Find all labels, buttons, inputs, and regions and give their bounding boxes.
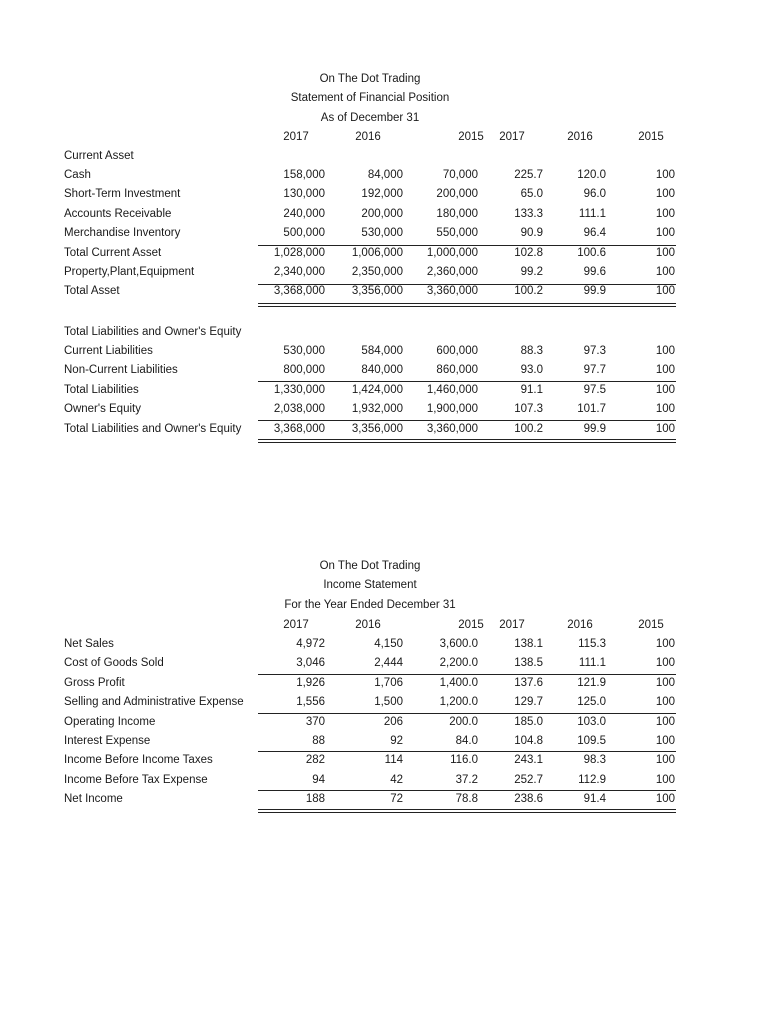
row-value: 100 [655,403,675,416]
row-value: 138.1 [514,638,543,650]
row-value: 3,356,000 [351,422,403,435]
row-value: 100 [655,169,675,181]
row-value: 2,350,000 [351,266,403,278]
row-value: 800,000 [283,364,325,377]
row-value: 600,000 [436,345,478,357]
row-label: Property,Plant,Equipment [64,266,195,278]
row-value: 112.9 [578,773,606,786]
table-row [64,693,676,712]
row-value: 1,424,000 [351,383,403,396]
row-value: 111.1 [578,657,606,670]
row-value: 65.0 [520,188,543,201]
row-value: 1,460,000 [426,383,478,396]
row-value: 70,000 [442,169,478,181]
row-value: 180,000 [436,207,478,220]
row-value: 1,932,000 [351,403,403,416]
row-value: 37.2 [455,773,478,786]
row-value: 243.1 [514,754,543,767]
row-value: 1,000,000 [426,246,478,259]
row-value: 530,000 [361,227,403,240]
row-label: Income Before Tax Expense [64,773,208,786]
row-label: Net Income [64,793,123,806]
row-value: 1,400.0 [439,676,478,689]
table-row [64,282,676,301]
row-value: 97.3 [583,345,606,357]
row-value: 92 [390,735,403,747]
row-value: 137.6 [514,676,543,689]
row-value: 584,000 [361,345,403,357]
row-label: Total Liabilities and Owner's Equity [64,422,242,435]
row-value: 100 [655,696,675,709]
row-value: 100 [655,735,675,747]
row-value: 550,000 [436,227,478,240]
row-value: 840,000 [361,364,403,377]
row-value: 103.0 [577,715,606,728]
row-label: Net Sales [64,638,114,650]
underline [258,790,676,791]
row-label: Cost of Goods Sold [64,657,164,670]
row-value: 860,000 [436,364,478,377]
row-value: 100 [655,246,675,259]
row-value: 116.0 [450,754,478,767]
row-value: 88 [312,735,325,747]
income-statement-year-header [64,616,676,635]
row-value: 192,000 [361,188,403,201]
row-value: 1,556 [296,696,325,709]
year-col-5: 2015 [638,619,664,631]
double-underline [258,303,676,307]
row-value: 200,000 [436,188,478,201]
row-value: 100 [655,422,675,435]
row-value: 93.0 [520,364,543,377]
row-value: 370 [305,715,325,728]
row-value: 100 [655,285,675,298]
underline [258,381,676,382]
row-value: 1,028,000 [273,246,325,259]
balance-sheet-title-line: As of December 31 [320,111,420,124]
row-value: 97.7 [583,364,606,377]
row-value: 100 [655,793,675,806]
income-statement-title-line: Income Statement [323,579,417,592]
row-value: 100 [655,754,675,767]
row-value: 206 [383,715,403,728]
row-value: 200,000 [361,207,403,220]
row-value: 94 [312,773,325,786]
row-value: 282 [305,754,325,767]
section-heading [64,323,676,342]
row-value: 3,368,000 [273,285,325,298]
table-row [64,342,676,361]
row-value: 115.3 [578,638,606,650]
row-value: 99.9 [583,285,606,298]
row-value: 100 [655,188,675,201]
row-value: 130,000 [283,188,325,201]
row-value: 100.2 [514,422,543,435]
table-row [64,185,676,204]
row-value: 72 [390,793,403,806]
row-label: Total Asset [64,285,120,298]
row-value: 1,200.0 [439,696,478,709]
row-value: 125.0 [577,696,606,709]
table-row [64,751,676,770]
row-value: 1,330,000 [273,383,325,396]
row-value: 109.5 [577,735,606,747]
row-value: 104.8 [514,735,543,747]
year-col-0: 2017 [283,619,309,631]
underline [258,713,676,714]
row-value: 90.9 [520,227,543,240]
row-value: 530,000 [283,345,325,357]
row-value: 133.3 [514,207,543,220]
row-value: 78.8 [455,793,478,806]
row-value: 100.6 [577,246,606,259]
row-value: 99.6 [583,266,606,278]
year-col-5: 2015 [638,131,664,143]
row-value: 91.4 [583,793,606,806]
year-col-1: 2016 [355,131,381,143]
row-label: Total Current Asset [64,246,162,259]
table-row [64,400,676,419]
row-value: 96.4 [583,227,606,240]
row-value: 100 [655,364,675,377]
table-row [64,224,676,243]
year-col-2: 2015 [458,619,484,631]
table-row [64,732,676,751]
row-label: Operating Income [64,715,156,728]
row-value: 84,000 [367,169,403,181]
row-value: 3,360,000 [426,285,478,298]
row-value: 99.2 [520,266,543,278]
income-statement-title-line: On The Dot Trading [319,560,421,572]
double-underline [258,809,676,813]
row-value: 129.7 [514,696,543,709]
row-value: 102.8 [514,246,543,259]
row-value: 100 [655,773,675,786]
row-value: 100 [655,266,675,278]
row-value: 3,368,000 [273,422,325,435]
year-col-4: 2016 [567,619,593,631]
row-value: 185.0 [514,715,543,728]
underline [258,751,676,752]
table-row [64,381,676,400]
row-value: 4,150 [374,638,403,650]
row-value: 1,500 [374,696,403,709]
section-heading [64,147,676,166]
row-value: 3,356,000 [351,285,403,298]
double-underline [258,439,676,443]
row-value: 111.1 [578,207,606,220]
row-value: 98.3 [583,754,606,767]
underline [258,284,676,285]
section-heading-label: Total Liabilities and Owner's Equity [64,326,242,338]
row-label: Owner's Equity [64,403,141,416]
row-value: 121.9 [577,676,606,689]
row-value: 97.5 [583,383,606,396]
underline [258,420,676,421]
row-label: Total Liabilities [64,383,139,396]
row-value: 100 [655,345,675,357]
row-value: 42 [390,773,403,786]
row-value: 100.2 [514,285,543,298]
row-value: 1,706 [374,676,403,689]
row-value: 2,200.0 [439,657,478,670]
table-row [64,654,676,673]
underline [258,674,676,675]
table-row [64,166,676,185]
row-value: 88.3 [520,345,543,357]
row-label: Non-Current Liabilities [64,364,178,377]
row-value: 240,000 [283,207,325,220]
row-value: 114 [384,754,403,767]
table-row [64,361,676,380]
row-value: 100 [655,383,675,396]
table-row [64,771,676,790]
row-value: 2,340,000 [273,266,325,278]
row-value: 101.7 [577,403,606,416]
row-value: 200.0 [449,715,478,728]
table-row [64,263,676,282]
balance-sheet-title-line: On The Dot Trading [319,73,421,85]
table-row [64,713,676,732]
row-label: Merchandise Inventory [64,227,181,240]
row-value: 225.7 [514,169,543,181]
row-label: Selling and Administrative Expense [64,696,244,709]
row-label: Accounts Receivable [64,207,172,220]
row-value: 99.9 [583,422,606,435]
row-value: 100 [655,207,675,220]
table-row [64,635,676,654]
row-value: 100 [655,657,675,670]
underline [258,245,676,246]
year-col-0: 2017 [283,131,309,143]
section-heading-label: Current Asset [64,150,134,162]
table-row [64,790,676,809]
row-value: 500,000 [283,227,325,240]
table-row [64,420,676,439]
row-value: 1,900,000 [426,403,478,416]
row-value: 96.0 [583,188,606,201]
year-col-3: 2017 [499,619,525,631]
row-value: 2,444 [374,657,403,670]
row-value: 1,006,000 [351,246,403,259]
year-col-1: 2016 [355,619,381,631]
row-value: 4,972 [296,638,325,650]
row-label: Cash [64,169,91,181]
table-row [64,205,676,224]
table-row [64,674,676,693]
row-value: 1,926 [296,676,325,689]
row-label: Income Before Income Taxes [64,754,213,767]
row-value: 158,000 [283,169,325,181]
year-col-2: 2015 [458,131,484,143]
income-statement-title-line: For the Year Ended December 31 [284,598,456,611]
balance-sheet-year-header [64,128,676,147]
row-value: 2,038,000 [273,403,325,416]
row-value: 138.5 [514,657,543,670]
balance-sheet-title-line: Statement of Financial Position [290,92,450,105]
row-value: 2,360,000 [426,266,478,278]
row-value: 3,360,000 [426,422,478,435]
year-col-3: 2017 [499,131,525,143]
row-value: 84.0 [455,735,478,747]
row-value: 107.3 [514,403,543,416]
row-value: 100 [655,638,675,650]
year-col-4: 2016 [567,131,593,143]
row-label: Current Liabilities [64,345,153,357]
row-label: Interest Expense [64,735,151,747]
row-value: 238.6 [514,793,543,806]
row-value: 3,046 [296,657,325,670]
row-value: 3,600.0 [439,638,478,650]
row-label: Short-Term Investment [64,188,181,201]
row-value: 252.7 [514,773,543,786]
row-value: 100 [655,715,675,728]
table-row [64,244,676,263]
row-value: 91.1 [520,383,543,396]
row-value: 188 [305,793,325,806]
row-value: 100 [655,676,675,689]
row-value: 100 [655,227,675,240]
row-label: Gross Profit [64,676,125,689]
row-value: 120.0 [577,169,606,181]
